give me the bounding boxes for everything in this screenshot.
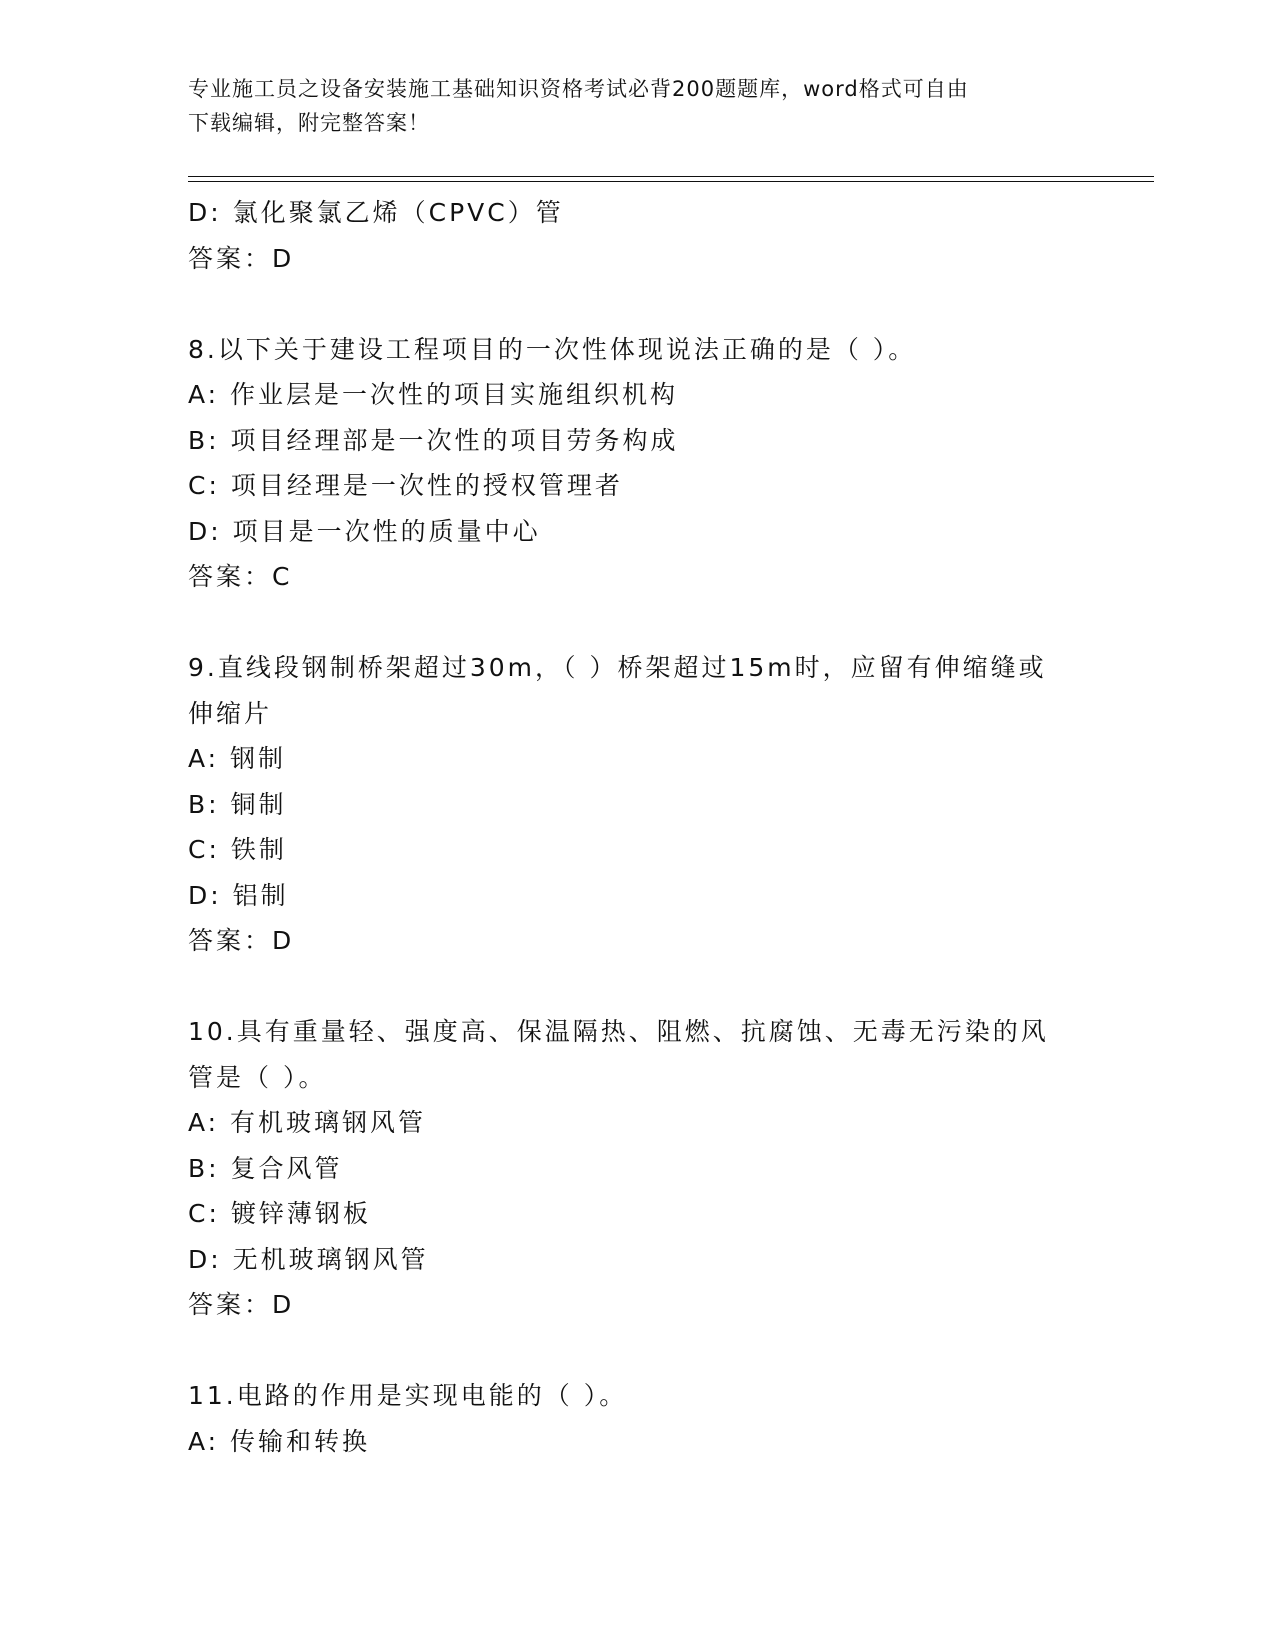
option-b: B: 项目经理部是一次性的项目劳务构成 — [188, 425, 679, 455]
question-block-11 — [188, 1373, 1088, 1464]
answer-line: 答案：C — [188, 562, 293, 591]
question-block-8 — [188, 327, 1088, 600]
answer-line: 答案：D — [188, 926, 295, 955]
question-stem: 11.电路的作用是实现电能的（ ）。 — [188, 1381, 628, 1410]
header-divider-top — [188, 176, 1154, 177]
option-b: B: 复合风管 — [188, 1153, 343, 1183]
question-stem-line-2: 伸缩片 — [188, 698, 273, 728]
spacer — [188, 964, 1088, 1010]
spacer — [188, 281, 1088, 327]
question-stem-line-1: 9.直线段钢制桥架超过30m，（ ）桥架超过15m时，应留有伸缩缝或 — [188, 653, 1047, 682]
answer-line: 答案：D — [188, 1290, 295, 1319]
question-block-9 — [188, 645, 1088, 964]
option-a: A: 作业层是一次性的项目实施组织机构 — [188, 380, 679, 409]
option-d: D: 项目是一次性的质量中心 — [188, 516, 541, 546]
header-divider-bottom — [188, 181, 1154, 182]
question-stem: 8.以下关于建设工程项目的一次性体现说法正确的是（ ）。 — [188, 334, 917, 364]
previous-question-tail — [188, 190, 1088, 281]
header-title-line-1: 专业施工员之设备安装施工基础知识资格考试必背200题题库，word格式可自由 — [188, 77, 969, 101]
option-c: C: 铁制 — [188, 835, 287, 864]
question-list — [188, 190, 1088, 1464]
question-stem-line-1: 10.具有重量轻、强度高、保温隔热、阻燃、抗腐蚀、无毒无污染的风 — [188, 1017, 1049, 1046]
answer-line: 答案：D — [188, 243, 295, 273]
spacer — [188, 600, 1088, 646]
option-d: D: 铝制 — [188, 880, 289, 910]
option-d: D: 氯化聚氯乙烯（CPVC）管 — [188, 198, 564, 227]
option-c: C: 项目经理是一次性的授权管理者 — [188, 471, 623, 500]
document-header — [188, 72, 1068, 140]
option-c: C: 镀锌薄钢板 — [188, 1199, 371, 1228]
question-block-10 — [188, 1009, 1088, 1328]
header-title-line-2: 下载编辑，附完整答案！ — [188, 111, 430, 135]
question-stem-line-2: 管是（ ）。 — [188, 1062, 327, 1092]
option-b: B: 铜制 — [188, 789, 287, 819]
option-d: D: 无机玻璃钢风管 — [188, 1244, 429, 1274]
option-a: A: 有机玻璃钢风管 — [188, 1108, 427, 1137]
option-a: A: 传输和转换 — [188, 1426, 371, 1456]
option-a: A: 钢制 — [188, 744, 287, 773]
spacer — [188, 1328, 1088, 1374]
